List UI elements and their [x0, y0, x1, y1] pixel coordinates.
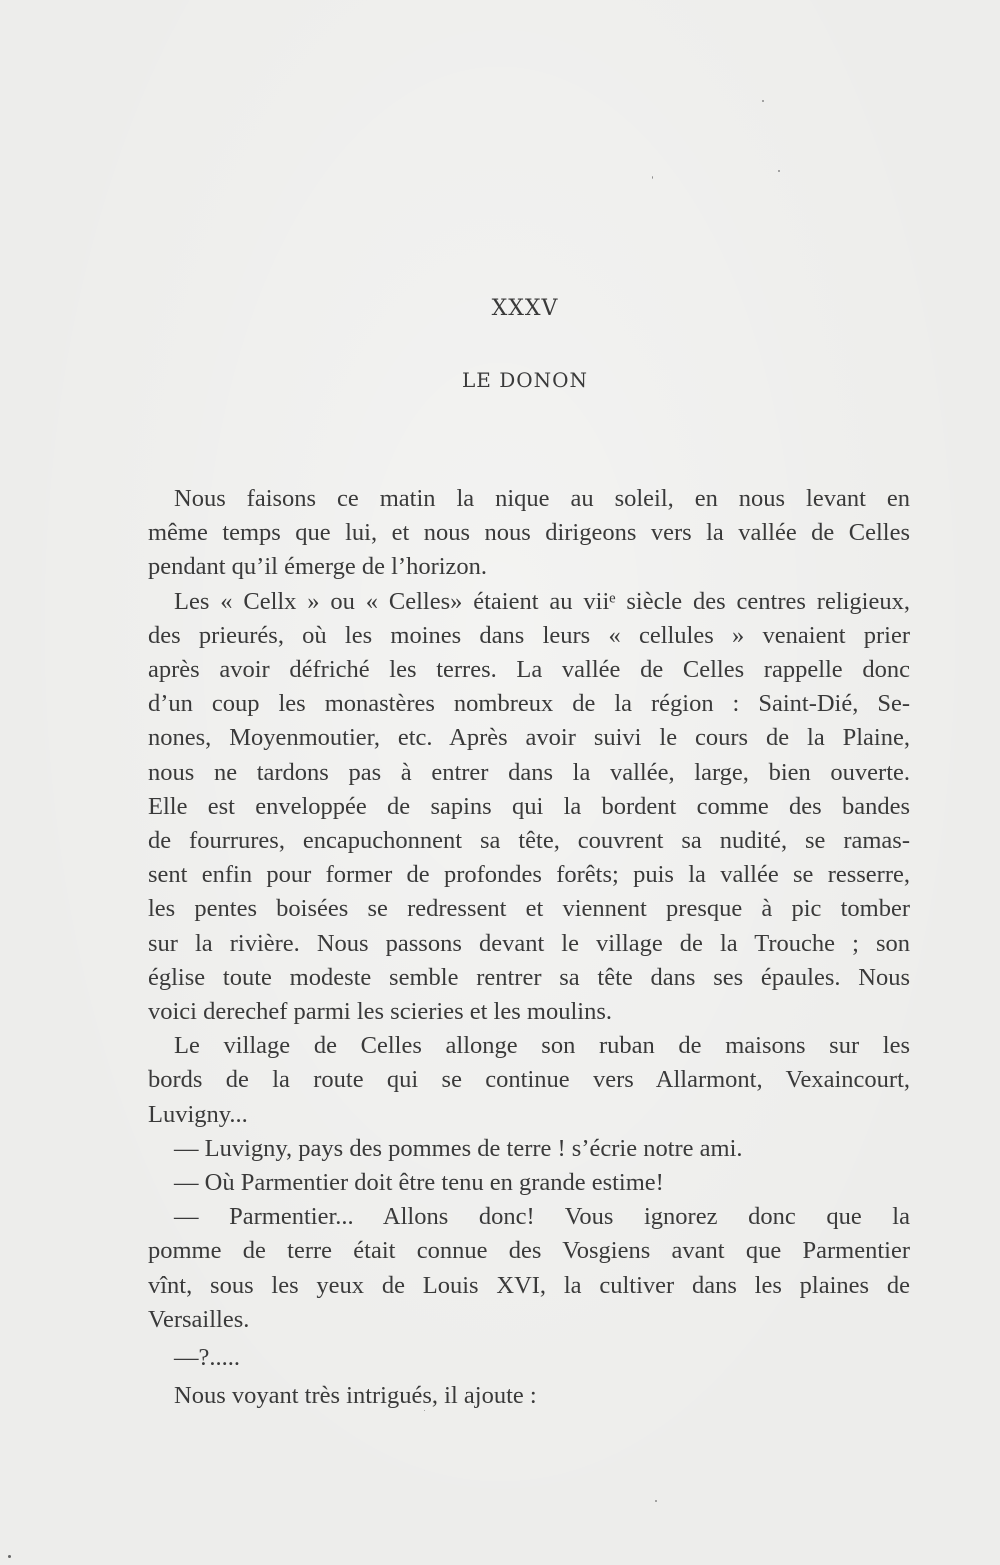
text-line: Les « Cellx » ou « Celles» étaient au viiᵉ siècle des centres religieux,: [174, 587, 910, 615]
paper-speck: [8, 1555, 11, 1558]
text-line: pomme de terre était connue des Vosgiens avant que Parmentier: [148, 1237, 910, 1265]
text-line: sur la rivière. Nous passons devant le village de la Trouche ; son: [148, 929, 910, 957]
dialogue-line: —?.....: [174, 1344, 240, 1372]
text-line: nous ne tardons pas à entrer dans la vallée, large, bien ouverte.: [148, 758, 910, 786]
text-line: Nous faisons ce matin la nique au soleil, en nous levant en: [174, 485, 910, 512]
chapter-number: XXXV: [491, 296, 559, 321]
text-line: vînt, sous les yeux de Louis XVI, la cultiver dans les plaines de: [148, 1271, 910, 1299]
dialogue-line: — Où Parmentier doit être tenu en grande estime!: [174, 1169, 664, 1197]
text-line: sent enfin pour former de profondes forêts; puis la vallée se resserre,: [148, 861, 910, 889]
paper-speck: [778, 170, 780, 172]
text-line: après avoir défriché les terres. La vallée de Celles rappelle donc: [148, 656, 910, 684]
text-line: de fourrures, encapuchonnent sa tête, couvrent sa nudité, se ramas-: [148, 827, 910, 855]
chapter-title: LE DONON: [461, 368, 589, 392]
text-line: d’un coup les monastères nombreux de la région : Saint-Dié, Se-: [148, 690, 910, 718]
text-line: Le village de Celles allonge son ruban de maisons sur les: [174, 1032, 910, 1060]
body-text: [148, 482, 910, 1413]
text-line: Elle est enveloppée de sapins qui la bordent comme des bandes: [148, 792, 910, 820]
paper-speck: [652, 176, 653, 179]
text-line: des prieurés, où les moines dans leurs « cellules » venaient prier: [148, 621, 910, 649]
text-line: les pentes boisées se redressent et viennent presque à pic tomber: [148, 895, 910, 923]
text-line: Nous voyant très intrigués, il ajoute :: [174, 1382, 537, 1410]
text-line: voici derechef parmi les scieries et les moulins.: [148, 998, 612, 1026]
text-line: Versailles.: [148, 1305, 250, 1333]
text-line: nones, Moyenmoutier, etc. Après avoir suivi le cours de la Plaine,: [148, 724, 910, 752]
text-line: même temps que lui, et nous nous dirigeons vers la vallée de Celles: [148, 519, 910, 547]
text-line: Luvigny...: [148, 1100, 248, 1128]
paper-speck: [424, 1410, 425, 1411]
dialogue-line: — Parmentier... Allons donc! Vous ignorez donc que la: [174, 1203, 910, 1231]
paper-speck: [762, 100, 764, 102]
paper-speck: [655, 1500, 657, 1502]
text-line: église toute modeste semble rentrer sa tête dans ses épaules. Nous: [148, 963, 910, 991]
text-line: bords de la route qui se continue vers Allarmont, Vexaincourt,: [148, 1066, 910, 1094]
dialogue-line: — Luvigny, pays des pommes de terre ! s’écrie notre ami.: [174, 1134, 743, 1162]
text-line: pendant qu’il émerge de l’horizon.: [148, 553, 488, 581]
